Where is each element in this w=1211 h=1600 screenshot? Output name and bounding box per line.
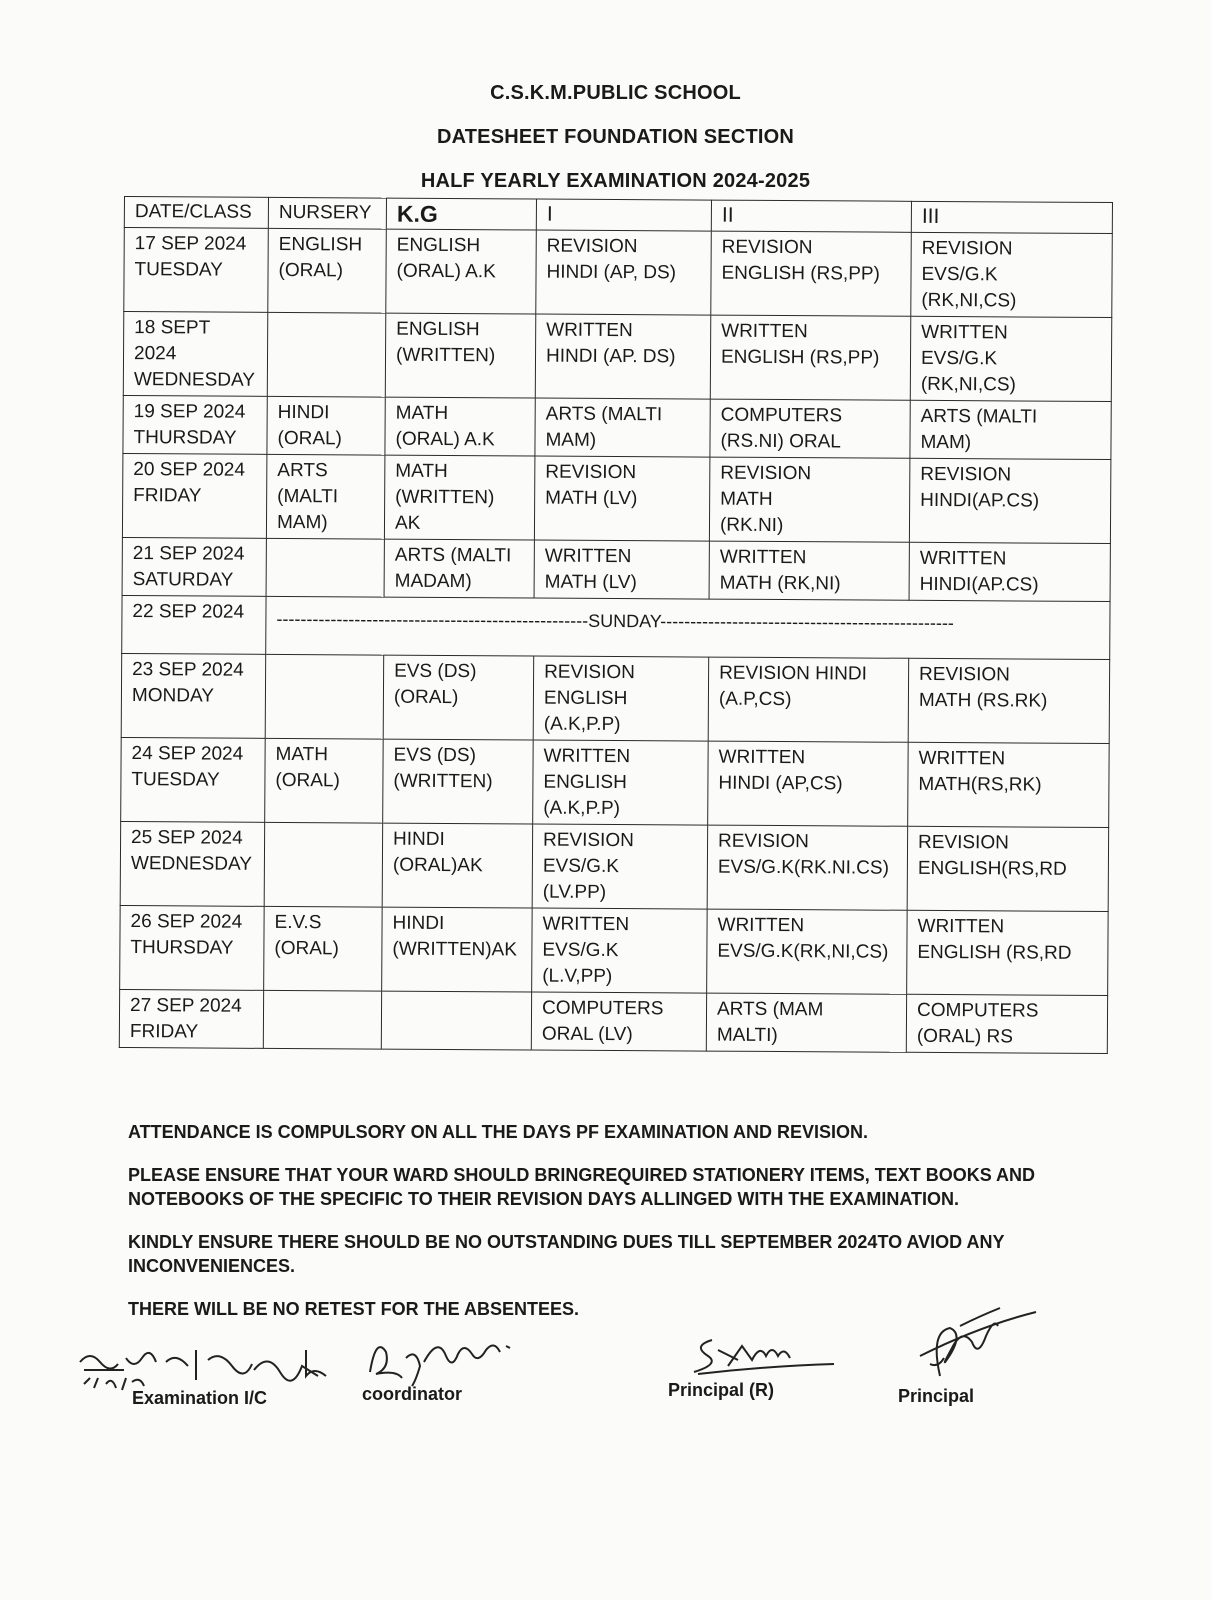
kg-cell: MATH (WRITTEN) AK [384, 455, 535, 540]
date-cell: 21 SEP 2024 SATURDAY [122, 537, 266, 596]
table-row [122, 537, 1110, 601]
class-3-cell: REVISION HINDI(AP.CS) [909, 458, 1111, 543]
coordinator-label: coordinator [362, 1384, 463, 1404]
class-1-cell: COMPUTERS ORAL (LV) [531, 992, 706, 1051]
class-3-cell: WRITTEN EVS/G.K (RK,NI,CS) [910, 316, 1112, 401]
date-cell: 24 SEP 2024 TUESDAY [121, 737, 266, 822]
nursery-cell: HINDI (ORAL) [267, 396, 385, 455]
class-2-cell: COMPUTERS (RS.NI) ORAL [710, 399, 910, 458]
sunday-holiday-cell [266, 596, 1110, 659]
class-1-cell: ARTS (MALTI MAM) [535, 398, 710, 457]
class-1-cell: WRITTEN MATH (LV) [534, 540, 709, 599]
note-attendance: ATTENDANCE IS COMPULSORY ON ALL THE DAYS PF EXAMINATION AND REVISION. [128, 1122, 869, 1142]
table-row [119, 989, 1107, 1053]
class-3-cell: WRITTEN ENGLISH (RS,RD [907, 910, 1109, 995]
table-row [120, 905, 1108, 995]
exam-title: HALF YEARLY EXAMINATION 2024-2025 [420, 170, 811, 192]
class-3-cell: REVISION ENGLISH(RS,RD [907, 826, 1109, 911]
principal-r-label: Principal (R) [668, 1380, 775, 1400]
kg-cell: ARTS (MALTI MADAM) [384, 539, 534, 598]
kg-cell: EVS (DS) (ORAL) [383, 655, 534, 740]
class-2-cell: REVISION EVS/G.K(RK.NI.CS) [707, 825, 908, 910]
date-cell: 27 SEP 2024 FRIDAY [119, 989, 263, 1048]
kg-cell: ENGLISH (WRITTEN) [385, 313, 536, 398]
date-cell: 26 SEP 2024 THURSDAY [120, 905, 265, 990]
class-2-cell: ARTS (MAM MALTI) [706, 993, 906, 1052]
class-1-cell: WRITTEN HINDI (AP. DS) [535, 314, 711, 399]
kg-cell: MATH (ORAL) A.K [385, 397, 535, 456]
note-dues: KINDLY ENSURE THERE SHOULD BE NO OUTSTANDING DUES TILL SEPTEMBER 2024TO AVIOD ANY INCONVENIENCES. [128, 1232, 1005, 1276]
date-cell: 25 SEP 2024 WEDNESDAY [120, 821, 265, 906]
table-row [122, 453, 1110, 543]
table-row-sunday [122, 595, 1110, 659]
principal-label: Principal [898, 1386, 975, 1406]
date-cell: 19 SEP 2024 THURSDAY [123, 395, 267, 454]
class-1-cell: WRITTEN ENGLISH (A.K,P.P) [533, 740, 709, 825]
class-3-cell: ARTS (MALTI MAM) [910, 400, 1111, 459]
col-header-class-1: I [536, 199, 711, 231]
principal-signature [900, 1306, 1040, 1386]
nursery-cell [263, 990, 381, 1049]
col-header-nursery: NURSERY [268, 197, 386, 229]
nursery-cell [266, 538, 384, 597]
class-3-cell: REVISION MATH (RS.RK) [908, 658, 1110, 743]
school-name: C.S.K.M.PUBLIC SCHOOL [490, 82, 741, 104]
class-1-cell: WRITTEN EVS/G.K (L.V,PP) [532, 908, 708, 993]
kg-cell: ENGLISH (ORAL) A.K [386, 229, 537, 314]
class-2-cell: WRITTEN MATH (RK,NI) [709, 541, 909, 600]
principal-r-signature [688, 1330, 838, 1380]
class-1-cell: REVISION ENGLISH (A.K,P.P) [533, 656, 709, 741]
table-row [123, 395, 1111, 459]
class-1-cell: REVISION MATH (LV) [534, 456, 710, 541]
nursery-cell: MATH (ORAL) [265, 738, 384, 823]
class-3-cell: WRITTEN HINDI(AP.CS) [909, 542, 1110, 601]
datesheet-title: DATESHEET FOUNDATION SECTION [436, 126, 795, 148]
table-row [123, 312, 1111, 402]
note-retest: THERE WILL BE NO RETEST FOR THE ABSENTEES. [128, 1299, 580, 1319]
coordinator-signature [366, 1332, 536, 1388]
date-cell: 20 SEP 2024 FRIDAY [122, 453, 267, 538]
nursery-cell [267, 312, 386, 397]
nursery-cell [265, 654, 384, 739]
col-header-date: DATE/CLASS [124, 197, 268, 229]
nursery-cell: ARTS (MALTI MAM) [266, 454, 385, 539]
class-2-cell: REVISION ENGLISH (RS,PP) [711, 231, 912, 316]
sunday-label: ----------------------------------------------------SUNDAY------------------------------------------------- [276, 608, 954, 634]
note-stationery: PLEASE ENSURE THAT YOUR WARD SHOULD BRINGREQUIRED STATIONERY ITEMS, TEXT BOOKS AND NOTEBOOKS OF THE SPECIFIC TO THEIR REVISION DAYS ALLINGED WITH THE EXAMINATION. [128, 1165, 1036, 1209]
date-cell: 18 SEPT 2024 WEDNESDAY [123, 312, 268, 397]
class-1-cell: REVISION HINDI (AP, DS) [536, 230, 712, 315]
class-2-cell: WRITTEN HINDI (AP,CS) [708, 741, 909, 826]
table-row [121, 737, 1109, 827]
class-2-cell: REVISION MATH (RK.NI) [709, 457, 910, 542]
col-header-class-2: II [711, 200, 911, 232]
class-3-cell: REVISION EVS/G.K (RK,NI,CS) [911, 232, 1113, 317]
kg-cell: HINDI (WRITTEN)AK [382, 907, 533, 992]
class-2-cell: WRITTEN ENGLISH (RS,PP) [710, 315, 911, 400]
date-cell: 23 SEP 2024 MONDAY [121, 653, 266, 738]
table-body [119, 228, 1112, 1054]
class-2-cell: REVISION HINDI (A.P,CS) [708, 657, 909, 742]
nursery-cell [264, 822, 383, 907]
kg-cell: HINDI (ORAL)AK [382, 823, 533, 908]
date-cell: 17 SEP 2024 TUESDAY [124, 228, 269, 313]
table-row [121, 653, 1109, 743]
class-1-cell: REVISION EVS/G.K (LV.PP) [532, 824, 708, 909]
nursery-cell: ENGLISH (ORAL) [268, 228, 387, 313]
date-cell: 22 SEP 2024 [122, 595, 266, 654]
class-3-cell: WRITTEN MATH(RS,RK) [908, 742, 1110, 827]
col-header-kg: K.G [386, 198, 536, 230]
nursery-cell: E.V.S (ORAL) [264, 906, 383, 991]
table-row [120, 821, 1108, 911]
col-header-class-3: III [911, 201, 1112, 233]
table-row [124, 228, 1112, 318]
kg-cell [381, 991, 531, 1050]
kg-cell: EVS (DS) (WRITTEN) [383, 739, 534, 824]
class-3-cell: COMPUTERS (ORAL) RS [906, 994, 1107, 1053]
class-2-cell: WRITTEN EVS/G.K(RK,NI,CS) [707, 909, 908, 994]
datesheet-table [119, 196, 1113, 1054]
exam-ic-label: Examination I/C [132, 1388, 268, 1408]
